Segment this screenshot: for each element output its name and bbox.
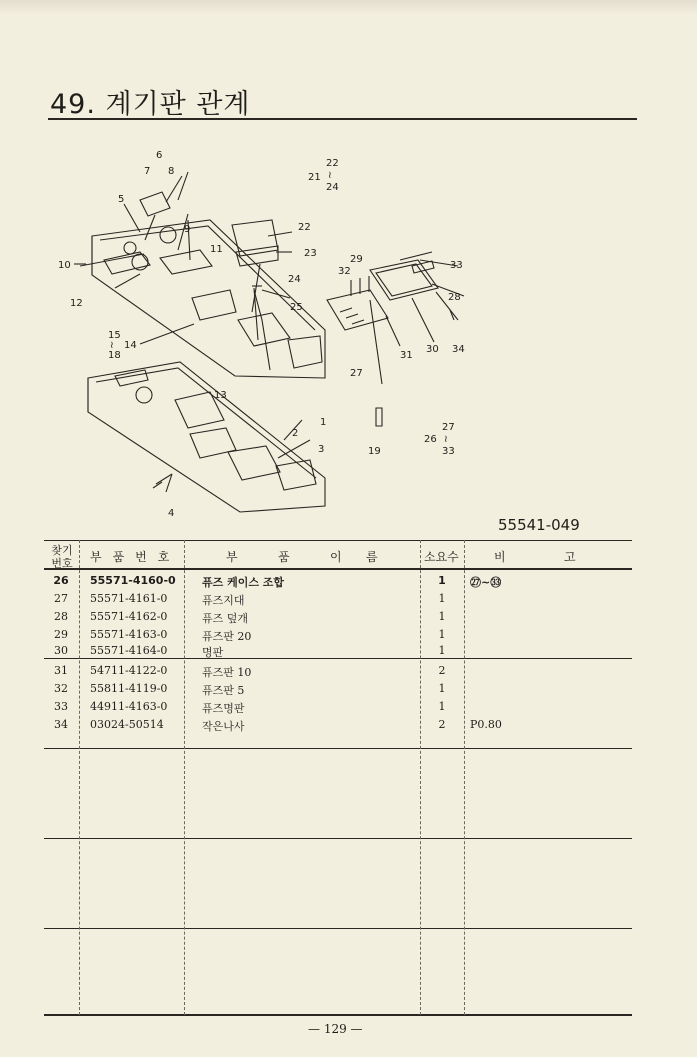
callout-28: 28 bbox=[448, 292, 461, 303]
callout-tilde-b: ≀ bbox=[328, 170, 332, 181]
table-row: 29 55571-4163-0 퓨즈판 20 1 bbox=[54, 628, 446, 643]
lamp-cap bbox=[232, 220, 278, 256]
table-row: 31 54711-4122-0 퓨즈판 10 2 bbox=[54, 664, 446, 679]
parts-diagram bbox=[40, 140, 640, 525]
table-row: 32 55811-4119-0 퓨즈판 5 1 bbox=[54, 682, 446, 697]
callout-24b: 24 bbox=[288, 274, 301, 285]
callout-26: 26 bbox=[424, 434, 437, 445]
table-row: 26 55571-4160-0 퓨즈 케이스 조합 1 ㉗~㉝ bbox=[53, 574, 502, 589]
callout-3: 3 bbox=[318, 444, 325, 455]
page-title: 49. 계기판 관계 bbox=[50, 89, 251, 120]
callout-8: 8 bbox=[168, 166, 175, 177]
callout-23: 23 bbox=[304, 248, 317, 259]
callout-13: 13 bbox=[214, 390, 227, 401]
callout-9: 9 bbox=[184, 224, 191, 235]
callout-tilde-a: ≀ bbox=[110, 340, 114, 351]
title-underline bbox=[48, 118, 637, 120]
callout-29: 29 bbox=[350, 254, 363, 265]
callout-27a: 27 bbox=[442, 422, 455, 433]
table-row: 28 55571-4162-0 퓨즈 덮개 1 bbox=[54, 610, 446, 625]
table-row: 30 55571-4164-0 명판 1 bbox=[54, 644, 446, 659]
page-number: — 129 — bbox=[308, 1022, 363, 1036]
callout-15: 15 bbox=[108, 330, 121, 341]
callout-1: 1 bbox=[320, 417, 327, 428]
callout-4: 4 bbox=[168, 508, 175, 519]
header-find-no: 찾기 번호 bbox=[51, 544, 73, 570]
callout-33a: 33 bbox=[442, 446, 455, 457]
table-row: 34 03024-50514 작은나사 2 P0.80 bbox=[54, 718, 502, 733]
callout-21: 21 bbox=[308, 172, 321, 183]
callout-22b: 22 bbox=[298, 222, 311, 233]
upper-panel-outline bbox=[92, 220, 325, 378]
row-group-rule bbox=[44, 748, 632, 749]
callout-24a: 24 bbox=[326, 182, 339, 193]
row-group-rule bbox=[44, 928, 632, 929]
callout-11: 11 bbox=[210, 244, 223, 255]
callout-10: 10 bbox=[58, 260, 71, 271]
callout-22a: 22 bbox=[326, 158, 339, 169]
callout-31: 31 bbox=[400, 350, 413, 361]
callout-2: 2 bbox=[292, 428, 299, 439]
callout-12: 12 bbox=[70, 298, 83, 309]
table-row: 33 44911-4163-0 퓨즈명판 1 bbox=[54, 700, 446, 715]
header-rule bbox=[44, 568, 632, 570]
drawing-code: 55541-049 bbox=[498, 516, 580, 534]
callout-27b: 27 bbox=[350, 368, 363, 379]
callout-7: 7 bbox=[144, 166, 151, 177]
callout-6: 6 bbox=[156, 150, 163, 161]
callout-5: 5 bbox=[118, 194, 125, 205]
page-edge bbox=[0, 0, 697, 14]
table-row: 27 55571-4161-0 퓨즈지대 1 bbox=[54, 592, 446, 607]
header-quantity: 소요수 bbox=[424, 550, 459, 564]
callout-25: 25 bbox=[290, 302, 303, 313]
callout-33b: 33 bbox=[450, 260, 463, 271]
callout-18: 18 bbox=[108, 350, 121, 361]
callout-32: 32 bbox=[338, 266, 351, 277]
callout-tilde-c: ≀ bbox=[444, 434, 448, 445]
callout-14: 14 bbox=[124, 340, 137, 351]
fuse-case bbox=[327, 290, 388, 330]
table-top-rule bbox=[44, 540, 632, 541]
callout-30: 30 bbox=[426, 344, 439, 355]
table-bottom-rule bbox=[44, 1014, 632, 1016]
parts-table: 찾기 번호 부품번호 부 품 이 름 소요수 비 고 26 55571-4160-0 퓨즈 케이스 조합 1 ㉗~㉝ 27 55571-4161-0 퓨즈지대 1 28 55571-4162-0 퓨즈 덮개 1 29 55571-4163-0 퓨즈판 20 1 30 55571-4164-0 명판 1 31 54711-4122-0 퓨즈판 10 2 32 55811-4119-0 퓨즈판 5 1 33 44911-4163-0 퓨즈명판 1 34 03024-50514 작은나사 2 P0.80 bbox=[44, 540, 632, 1018]
callout-19: 19 bbox=[368, 446, 381, 457]
row-group-rule bbox=[44, 838, 632, 839]
header-part-no: 부품번호 bbox=[90, 550, 181, 564]
callout-34: 34 bbox=[452, 344, 465, 355]
callout-labels bbox=[58, 150, 465, 519]
